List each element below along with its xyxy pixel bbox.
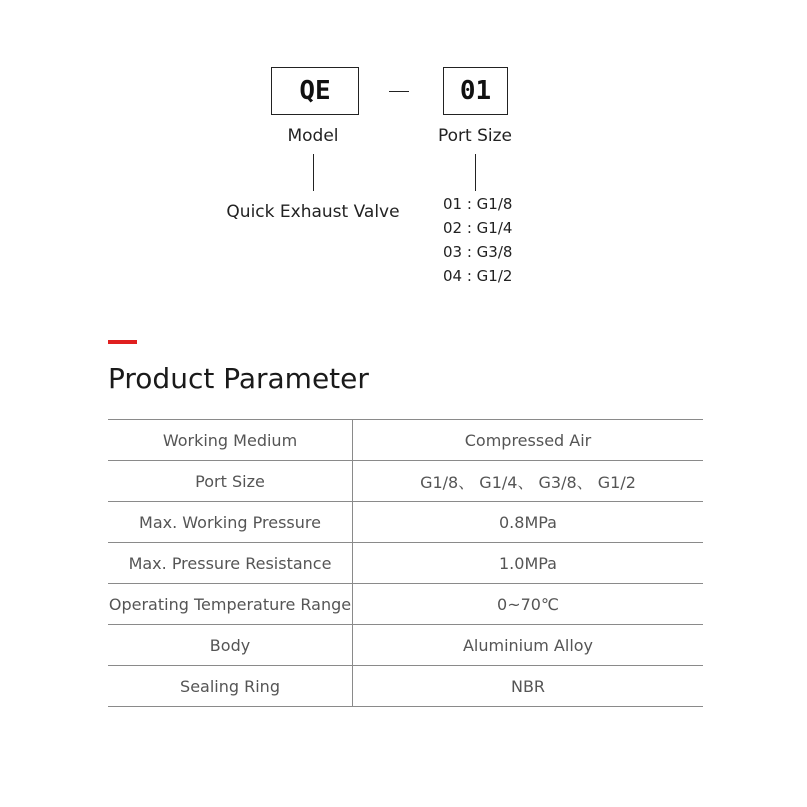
- model-code: QE: [299, 76, 331, 106]
- port-option: 03 : G3/8: [443, 243, 513, 261]
- port-code-box: [443, 67, 508, 115]
- model-connector-line: [313, 154, 314, 191]
- port-option: 01 : G1/8: [443, 195, 513, 213]
- param-label: Operating Temperature Range: [108, 584, 353, 625]
- param-label: Max. Pressure Resistance: [108, 543, 353, 584]
- table-row: [108, 420, 703, 461]
- table-row: [108, 584, 703, 625]
- section-accent-bar: [108, 340, 137, 344]
- table-row: [108, 543, 703, 584]
- parameter-table: [108, 419, 703, 707]
- table-row: [108, 502, 703, 543]
- param-value: 0.8MPa: [353, 502, 704, 543]
- param-value: Compressed Air: [353, 420, 704, 461]
- port-option: 04 : G1/2: [443, 267, 513, 285]
- param-value: Aluminium Alloy: [353, 625, 704, 666]
- model-code-box: [271, 67, 359, 115]
- port-option: 02 : G1/4: [443, 219, 513, 237]
- param-value: 0~70℃: [353, 584, 704, 625]
- param-value: NBR: [353, 666, 704, 707]
- port-code: 01: [459, 76, 492, 106]
- param-value: G1/8、 G1/4、 G3/8、 G1/2: [353, 461, 704, 502]
- param-label: Working Medium: [108, 420, 353, 461]
- model-description: Quick Exhaust Valve: [226, 202, 400, 222]
- port-connector-line: [475, 154, 476, 191]
- table-row: [108, 666, 703, 707]
- param-label: Sealing Ring: [108, 666, 353, 707]
- port-size-label: Port Size: [437, 126, 512, 146]
- param-label: Body: [108, 625, 353, 666]
- port-size-options: [443, 192, 512, 288]
- table-row: [108, 625, 703, 666]
- table-row: [108, 461, 703, 502]
- model-label: Model: [287, 126, 339, 146]
- param-value: 1.0MPa: [353, 543, 704, 584]
- code-separator-dash: [389, 91, 409, 92]
- param-label: Port Size: [108, 461, 353, 502]
- section-title: Product Parameter: [108, 362, 369, 395]
- param-label: Max. Working Pressure: [108, 502, 353, 543]
